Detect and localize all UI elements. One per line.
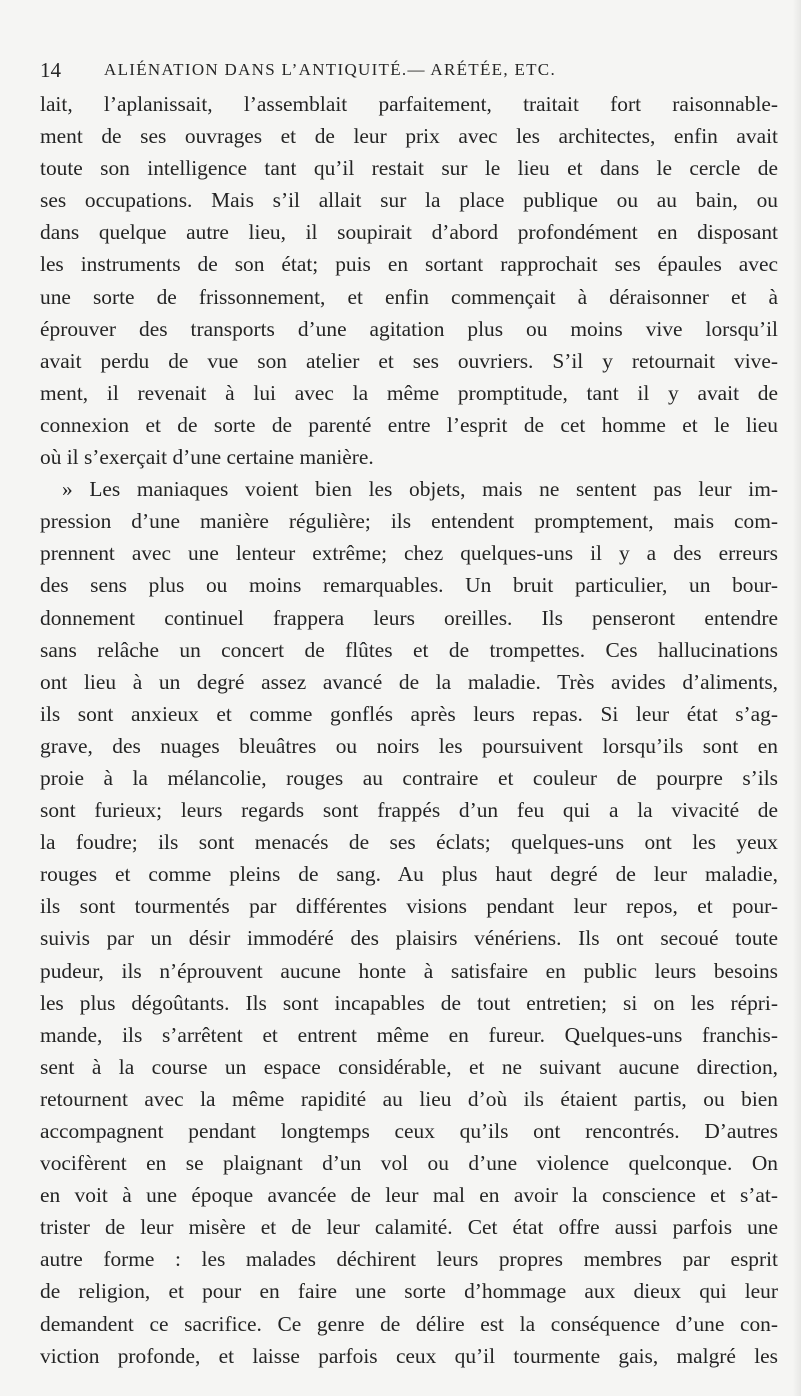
text-line: grave, des nuages bleuâtres ou noirs les poursuivent lorsqu’ils sont en <box>40 733 778 758</box>
text-line: donnement continuel frappera leurs oreilles. Ils penseront entendre <box>40 605 778 630</box>
text-line: sent à la course un espace considérable, et ne suivant aucune direction, <box>40 1054 778 1079</box>
text-line: ment, il revenait à lui avec la même promptitude, tant il y avait de <box>40 380 778 405</box>
text-line: les instruments de son état; puis en sortant rapprochait ses épaules avec <box>40 252 778 277</box>
text-line: lait, l’aplanissait, l’assemblait parfaitement, traitait fort raisonnable- <box>40 92 778 116</box>
text-line: autre forme : les malades déchirent leurs propres membres par esprit <box>40 1247 778 1272</box>
text-line: des sens plus ou moins remarquables. Un bruit particulier, un bour- <box>40 573 778 598</box>
text-line: une sorte de frissonnement, et enfin commençait à déraisonner et à <box>40 284 778 309</box>
text-line: ils sont anxieux et comme gonflés après leurs repas. Si leur état s’ag- <box>40 701 778 726</box>
text-line: demandent ce sacrifice. Ce genre de délire est la conséquence d’une con- <box>40 1311 778 1336</box>
paragraph-2 <box>40 473 778 1372</box>
text-line: connexion et de sorte de parenté entre l’esprit de cet homme et le lieu <box>40 412 778 437</box>
page-header <box>40 58 778 86</box>
text-line: ont lieu à un degré assez avancé de la maladie. Très avides d’aliments, <box>40 669 778 694</box>
text-line: les plus dégoûtants. Ils sont incapables de tout entretien; si on les répri- <box>40 990 778 1015</box>
text-line: toute son intelligence tant qu’il restait sur le lieu et dans le cercle de <box>40 156 778 181</box>
text-line: pudeur, ils n’éprouvent aucune honte à satisfaire en public leurs besoins <box>40 958 778 983</box>
text-line: retournent avec la même rapidité au lieu d’où ils étaient partis, ou bien <box>40 1086 778 1111</box>
text-line: accompagnent pendant longtemps ceux qu’ils ont rencontrés. D’autres <box>40 1119 778 1143</box>
text-line: mande, ils s’arrêtent et entrent même en fureur. Quelques-uns franchis- <box>40 1022 778 1047</box>
text-line: pression d’une manière régulière; ils entendent promptement, mais com- <box>40 509 778 534</box>
text-line: proie à la mélancolie, rouges au contraire et couleur de pourpre s’ils <box>40 765 778 790</box>
text-line: viction profonde, et laisse parfois ceux qu’il tourmente gais, malgré les <box>40 1343 778 1368</box>
text-line: rouges et comme pleins de sang. Au plus haut degré de leur maladie, <box>40 862 778 887</box>
text-line: ses occupations. Mais s’il allait sur la place publique ou au bain, ou <box>40 188 778 213</box>
text-line: prennent avec une lenteur extrême; chez quelques-uns il y a des erreurs <box>40 541 778 566</box>
text-line: » Les maniaques voient bien les objets, mais ne sentent pas leur im- <box>62 477 778 502</box>
text-line: avait perdu de vue son atelier et ses ouvriers. S’il y retournait vive- <box>40 348 778 373</box>
text-line: de religion, et pour en faire une sorte d’hommage aux dieux qui leur <box>40 1279 778 1304</box>
running-head: ALIÉNATION DANS L’ANTIQUITÉ.— ARÉTÉE, ETC. <box>104 60 556 79</box>
text-line: dans quelque autre lieu, il soupirait d’abord profondément en disposant <box>40 220 778 245</box>
text-line: suivis par un désir immodéré des plaisirs vénériens. Ils ont secoué toute <box>40 926 778 951</box>
text-line: la foudre; ils sont menacés de ses éclats; quelques-uns ont les yeux <box>40 830 778 855</box>
body-text <box>40 88 778 1372</box>
text-line: éprouver des transports d’une agitation plus ou moins vive lorsqu’il <box>40 316 778 341</box>
text-line: où il s’exerçait d’une certaine manière. <box>40 445 374 470</box>
page-number: 14 <box>40 58 61 82</box>
text-line: vocifèrent en se plaignant d’un vol ou d’une violence quelconque. On <box>40 1151 778 1176</box>
paragraph-1 <box>40 88 778 473</box>
text-line: ment de ses ouvrages et de leur prix avec les architectes, enfin avait <box>40 124 778 149</box>
text-line: sans relâche un concert de flûtes et de trompettes. Ces hallucinations <box>40 637 778 662</box>
text-line: en voit à une époque avancée de leur mal en avoir la conscience et s’at- <box>40 1183 778 1208</box>
text-line: trister de leur misère et de leur calamité. Cet état offre aussi parfois une <box>40 1215 778 1240</box>
text-line: ils sont tourmentés par différentes visions pendant leur repos, et pour- <box>40 894 778 919</box>
text-line: sont furieux; leurs regards sont frappés d’un feu qui a la vivacité de <box>40 798 778 823</box>
page-edge-shadow <box>793 0 801 1396</box>
